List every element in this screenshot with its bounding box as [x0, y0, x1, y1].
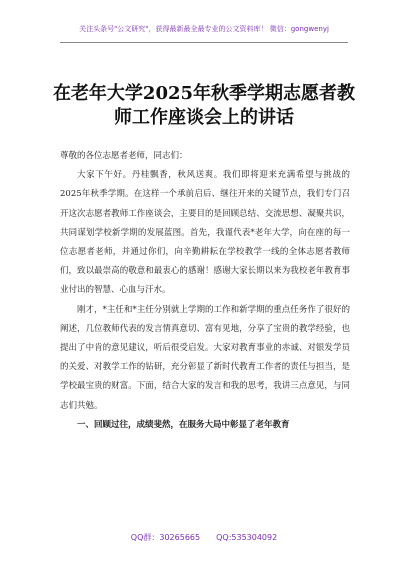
document-body	[60, 147, 350, 435]
paragraph-2: 刚才，*主任和*主任分别就上学期的工作和新学期的重点任务作了很好的阐述，几位教师代表的发言情真意切、富有见地，分享了宝贵的教学经验，也提出了中肯的意见建议，听后很受启发。大家对教育事业的赤诚、对银发学员的关爱、对教学工作的钻研，充分彰显了新时代教育工作者的责任与担当，是学校最宝贵的财富。下面，结合大家的发言和我的思考，我讲三点意见，与同志们共勉。	[60, 304, 350, 411]
salutation: 尊敬的各位志愿者老师，同志们：	[60, 151, 188, 161]
section-heading-1: 一、回顾过往，成绩斐然，在服务大局中彰显了老年教育	[77, 419, 290, 430]
title-line-1: 在老年大学2025年秋季学期志愿者教	[52, 83, 356, 104]
footer-qq-group: QQ群：30265665	[130, 533, 201, 542]
footer-qq-number: QQ:535304092	[216, 533, 278, 542]
header-banner: 关注头条号"公文研究"，获得最新最全最专业的公文资料库！ 微信：gongwenyj	[79, 25, 329, 33]
paragraph-1: 大家下午好。丹桂飘香，秋风送爽。我们即将迎来充满希望与挑战的2025年秋季学期。在这样一个承前启后、继往开来的关键节点，我们专门召开这次志愿者教师工作座谈会，主要目的是回顾总结、交流思想、凝聚共识，共同谋划学校新学期的发展蓝图。首先，我谨代表*老年大学，向在座的每一位志愿者老师，并通过你们，向辛勤耕耘在学校教学一线的全体志愿者教师们，致以最崇高的敬意和最衷心的感谢！感谢大家长期以来为我校老年教育事业付出的智慧、心血与汗水。	[60, 170, 350, 296]
footer-contact	[100, 532, 308, 544]
title-line-2: 师工作座谈会上的讲话	[114, 107, 294, 128]
header-divider	[60, 42, 348, 43]
document-title	[40, 82, 368, 130]
